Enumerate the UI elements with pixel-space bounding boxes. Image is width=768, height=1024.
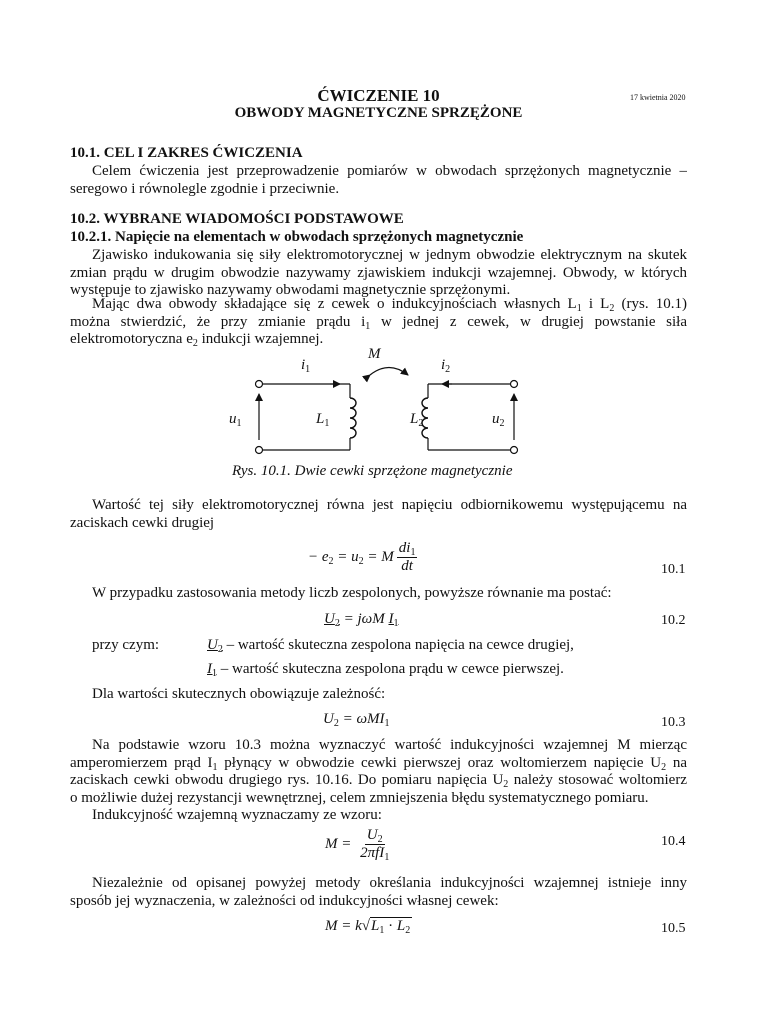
paragraph-cel: [70, 163, 687, 198]
paragraph-zjawisko: [70, 247, 687, 300]
definitions-label: przy czym:: [92, 637, 160, 653]
text-line: o możliwie dużej rezystancji wewnętrznej, celem zmniejszenia błędu systematycznego pomiaru.: [70, 789, 649, 806]
equation-number: 10.4: [661, 834, 686, 849]
complex-u2: $U_2$: [324, 611, 340, 629]
label-m: M: [368, 346, 381, 362]
text-line: zaciskach cewki obwodu drugiego rys. 10.16. Do pomiaru napięcia $U_2$ należy stosować woltomierz: [70, 772, 687, 790]
definition-i1: $I_1$ – wartość skuteczna zespolona prądu w cewce pierwszej.: [207, 661, 564, 679]
equation-number: 10.2: [661, 613, 686, 628]
equation-number: 10.5: [661, 921, 686, 936]
text-line: występuje to zjawisko nazywamy obwodami magnetycznie sprzężonymi.: [70, 282, 511, 298]
label-u1: $u_1$: [229, 411, 242, 429]
label-u2: $u_2$: [492, 411, 505, 429]
paragraph-skuteczne: Dla wartości skutecznych obowiązuje zależność:: [92, 686, 386, 702]
terminal-node: [256, 447, 263, 454]
definition-u2: $U_2$ – wartość skuteczna zespolona napięcia na cewce drugiej,: [207, 637, 574, 655]
text-line: Indukcyjność wzajemną wyznaczamy ze wzoru:: [92, 807, 382, 823]
equation-number: 10.1: [661, 562, 686, 577]
date-stamp: 17 kwietnia 2020: [630, 93, 686, 102]
complex-i1: $I_1$: [388, 611, 399, 629]
paragraph-majac: [70, 296, 687, 349]
paragraph-podstawa: [70, 737, 687, 825]
section-heading-10-2: 10.2. WYBRANE WIADOMOŚCI PODSTAWOWE: [70, 211, 404, 227]
label-l1: $L_1$: [316, 411, 330, 429]
section-heading-10-1: 10.1. CEL I ZAKRES ĆWICZENIA: [70, 145, 303, 161]
equation-10-5: $M = k√L_1 \cdot L_2$: [325, 918, 411, 936]
text-line: zaciskach cewki drugiej: [70, 514, 215, 531]
paragraph-zespolone: W przypadku zastosowania metody liczb zespolonych, powyższe równanie ma postać:: [92, 585, 612, 601]
text-line: można stwierdzić, że przy zmianie prądu $i_1$ w jednej z cewek, w drugiej powstanie siła: [70, 313, 687, 331]
text-line: Na podstawie wzoru 10.3 można wyznaczyć wartość indukcyjności wzajemnej M mierząc: [92, 737, 687, 753]
text-line: amperomierzem prąd $I_1$ płynący w obwodzie cewki pierwszej oraz woltomierzem napięcie $U_2$ na: [70, 754, 687, 772]
label-i1: $i_1$: [301, 357, 311, 375]
figure-caption: Rys. 10.1. Dwie cewki sprzężone magnetycznie: [232, 463, 513, 479]
terminal-node: [511, 447, 518, 454]
equation-10-3: $U_2 = \omega MI_1$: [323, 711, 390, 729]
text-line: Wartość tej siły elektromotorycznej równa jest napięciu odbiornikowemu występującemu na: [92, 497, 687, 513]
subsection-heading-10-2-1: 10.2.1. Napięcie na elementach w obwodach sprzężonych magnetycznie: [70, 229, 524, 245]
text-line: sposób jej wyznaczenia, w zależności od indukcyjności własnej cewek:: [70, 892, 499, 909]
text-line: Zjawisko indukowania się siły elektromotorycznej w jednym obwodzie elektrycznym na skutek: [92, 247, 687, 263]
text-line: Celem ćwiczenia jest przeprowadzenie pomiarów w obwodach sprzężonych magnetycznie –: [92, 163, 687, 179]
paragraph-wartosc: [70, 497, 687, 532]
equation-10-1: − $e_2 = u_2 = M$ $\frac{di_1}{dt}$: [308, 540, 416, 574]
label-i2: $i_2$: [441, 357, 451, 375]
terminal-node: [511, 381, 518, 388]
coupled-coils-diagram: [220, 344, 550, 462]
text-line: Mając dwa obwody składające się z cewek o indukcyjnościach własnych $L_1$ i $L_2$ (rys. 10.1): [92, 296, 687, 314]
paragraph-niezaleznie: [70, 875, 687, 910]
text-line: zmian prądu w drugim obwodzie nazywamy zjawiskiem indukcji wzajemnej. Obwody, w których: [70, 264, 687, 281]
page-subtitle: OBWODY MAGNETYCZNE SPRZĘŻONE: [234, 105, 523, 121]
text-line: Niezależnie od opisanej powyżej metody określania indukcyjności wzajemnej istnieje inny: [92, 875, 687, 891]
page-title: ĆWICZENIE 10: [317, 86, 440, 105]
equation-10-4: M = $\frac{U_2}{2\pi fI_1}$: [325, 827, 390, 863]
equation-number: 10.3: [661, 715, 686, 730]
text-line: seregowo i równolegle zgodnie i przeciwnie.: [70, 180, 340, 197]
text-line: elektromotoryczna $e_2$ indukcji wzajemnej.: [70, 331, 324, 349]
coil-l1: [350, 398, 356, 438]
label-l2: $L_2$: [410, 411, 424, 429]
terminal-node: [256, 381, 263, 388]
mutual-coupling-arrow: [370, 368, 408, 376]
document-page: [70, 0, 687, 1024]
equation-10-2: $U_2 = j\omega M$ $I_1$: [324, 611, 399, 629]
